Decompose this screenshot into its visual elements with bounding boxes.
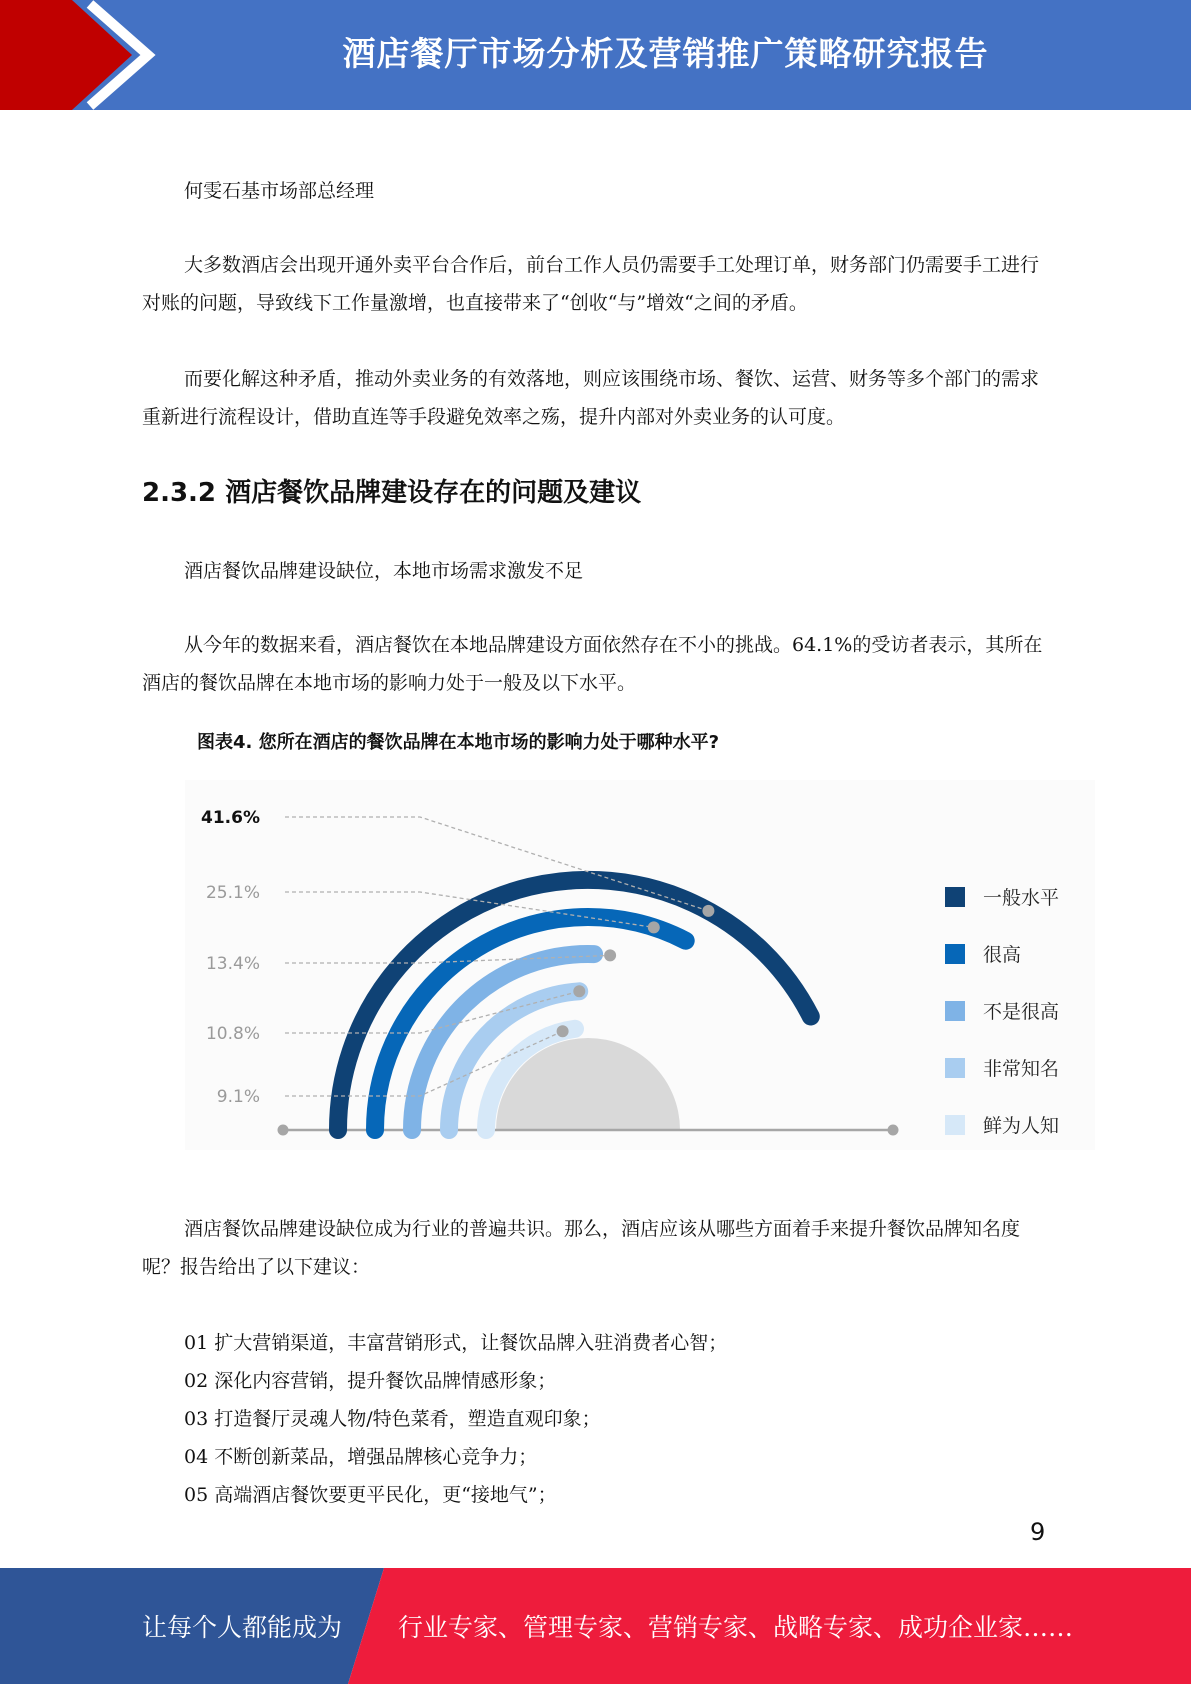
list-item: 05 高端酒店餐饮要更平民化，更“接地气”； [184,1484,557,1506]
paragraph-author: 何雯石基市场部总经理 [184,180,375,202]
list-item: 03 打造餐厅灵魂人物/特色菜肴，塑造直观印象； [184,1408,601,1430]
leader-dot-4 [573,985,585,997]
leader-dot-1 [702,905,714,917]
paragraph-takeout-solution: 而要化解这种矛盾，推动外卖业务的有效落地，则应该围绕市场、餐饮、运营、财务等多个部门的需求重新进行流程设计，借助直连等手段避免效率之殇，提升内部对外卖业务的认可度。 [142,368,1040,428]
paragraph-brand-data: 从今年的数据来看，酒店餐饮在本地品牌建设方面依然存在不小的挑战。64.1%的受访者表示，其所在酒店的餐饮品牌在本地市场的影响力处于一般及以下水平。 [142,634,1043,694]
legend-swatch-2 [945,944,965,964]
value-label-1: 41.6% [201,808,260,828]
leader-dot-2 [648,921,660,933]
suggestion-list [184,1324,727,1514]
legend-swatch-4 [945,1058,965,1078]
legend-label-2: 很高 [983,944,1022,966]
paragraph-takeout-problem: 大多数酒店会出现开通外卖平台合作后，前台工作人员仍需要手工处理订单，财务部门仍需要手工进行对账的问题，导致线下工作量激增，也直接带来了“创收“与”增效“之间的矛盾。 [142,254,1040,314]
page-footer [0,1568,1191,1684]
legend-swatch-3 [945,1001,965,1021]
list-item: 02 深化内容营销，提升餐饮品牌情感形象； [184,1370,557,1392]
radial-bar-chart [0,760,1191,1160]
value-label-3: 13.4% [205,954,260,974]
footer-slogan-right: 行业专家、管理专家、营销专家、战略专家、成功企业家…… [398,1613,1074,1642]
footer-slogan-left: 让每个人都能成为 [142,1613,343,1642]
chart-title: 图表4. 您所在酒店的餐饮品牌在本地市场的影响力处于哪种水平? [197,732,720,753]
legend-label-4: 非常知名 [983,1058,1060,1080]
page-number: 9 [1030,1518,1046,1546]
legend-label-5: 鲜为人知 [983,1115,1060,1137]
legend-label-3: 不是很高 [983,1001,1060,1023]
value-label-5: 9.1% [216,1087,260,1107]
value-label-4: 10.8% [205,1024,260,1044]
list-item: 04 不断创新菜品，增强品牌核心竞争力； [184,1446,538,1468]
baseline-end-dot [888,1125,899,1136]
paragraph-suggestions-intro: 酒店餐饮品牌建设缺位成为行业的普遍共识。那么，酒店应该从哪些方面着手来提升餐饮品牌知名度呢？报告给出了以下建议： [142,1218,1021,1278]
paragraph-brand-gap: 酒店餐饮品牌建设缺位，本地市场需求激发不足 [184,560,584,582]
legend-swatch-1 [945,887,965,907]
page-header [0,0,1191,110]
legend-swatch-5 [945,1115,965,1135]
legend-label-1: 一般水平 [983,887,1060,909]
baseline-start-dot [278,1125,289,1136]
section-heading: 2.3.2 酒店餐饮品牌建设存在的问题及建议 [142,478,642,508]
leader-dot-3 [604,949,616,961]
leader-dot-5 [557,1025,569,1037]
header-title: 酒店餐厅市场分析及营销推广策略研究报告 [342,34,989,73]
value-label-2: 25.1% [205,883,260,903]
list-item: 01 扩大营销渠道，丰富营销形式，让餐饮品牌入驻消费者心智； [184,1332,728,1354]
